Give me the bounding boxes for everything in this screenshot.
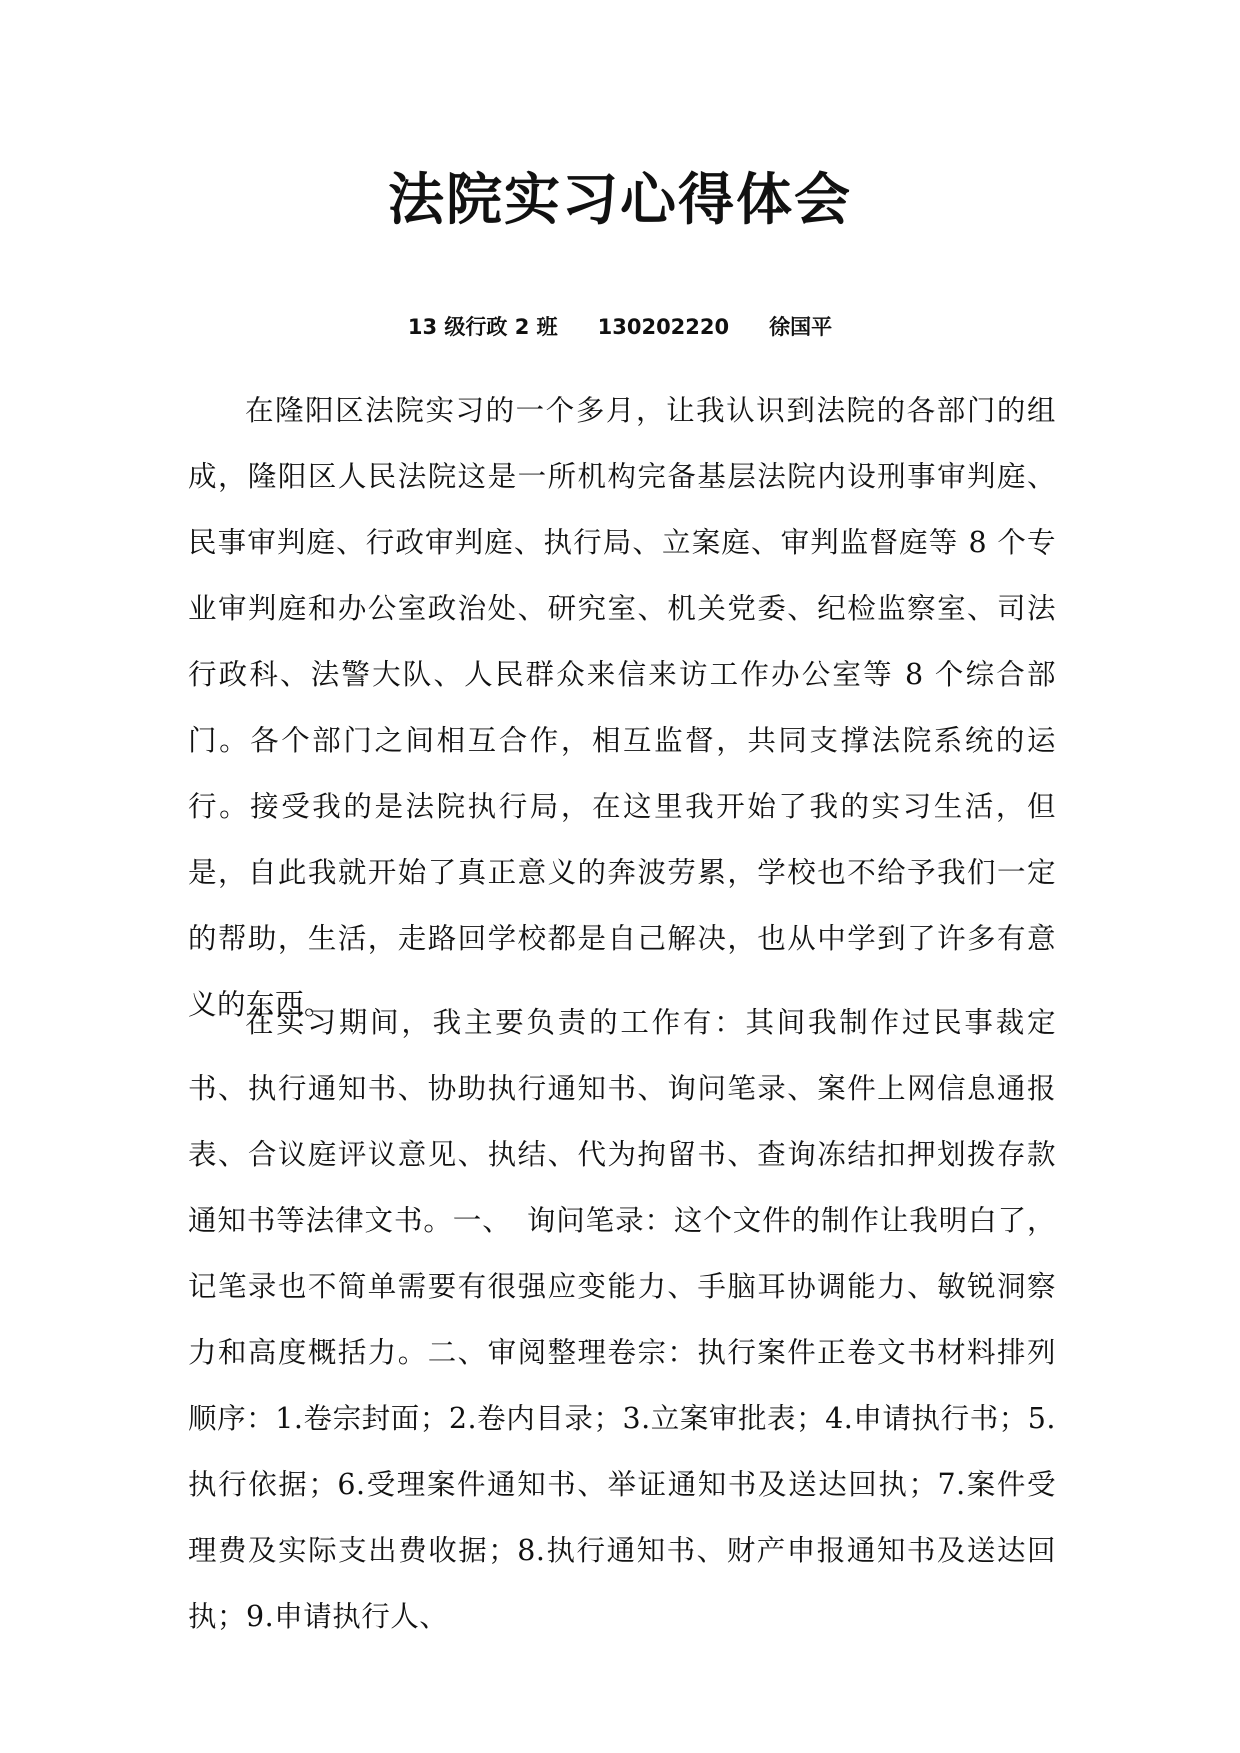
document-title: 法院实习心得体会: [388, 167, 852, 233]
byline-class: 13 级行政 2 班: [407, 315, 558, 339]
paragraph: 在隆阳区法院实习的一个多月，让我认识到法院的各部门的组成，隆阳区人民法院这是一所机构完备基层法院内设刑事审判庭、民事审判庭、行政审判庭、执行局、立案庭、审判监督庭等 8 个专业审判庭和办公室政治处、研究室、机关党委、纪检监察室、司法行政科、法警大队、人民群众来信来访工作办公室等 8 个综合部门。各个部门之间相互合作，相互监督，共同支撑法院系统的运行。接受我的是法院执行局，在这里我开始了我的实习生活，但是，自此我就开始了真正意义的奔波劳累，学校也不给予我们一定的帮助，生活，走路回学校都是自己解决，也从中学到了许多有意义的东西。: [188, 394, 1056, 1021]
byline-student-id: 130202220: [597, 315, 730, 339]
byline: [0, 312, 1240, 342]
paragraph: 在实习期间，我主要负责的工作有：其间我制作过民事裁定书、执行通知书、协助执行通知书、询问笔录、案件上网信息通报表、合议庭评议意见、执结、代为拘留书、查询冻结扣押划拨存款通知书等法律文书。一、 询问笔录：这个文件的制作让我明白了，记笔录也不简单需要有很强应变能力、手脑耳协调能力、敏锐洞察力和高度概括力。二、审阅整理卷宗：执行案件正卷文书材料排列顺序：1.卷宗封面；2.卷内目录；3.立案审批表；4.申请执行书；5.执行依据；6.受理案件通知书、举证通知书及送达回执；7.案件受理费及实际支出费收据；8.执行通知书、财产申报通知书及送达回执；9.申请执行人、: [188, 1006, 1056, 1633]
byline-author: 徐国平: [769, 315, 833, 339]
